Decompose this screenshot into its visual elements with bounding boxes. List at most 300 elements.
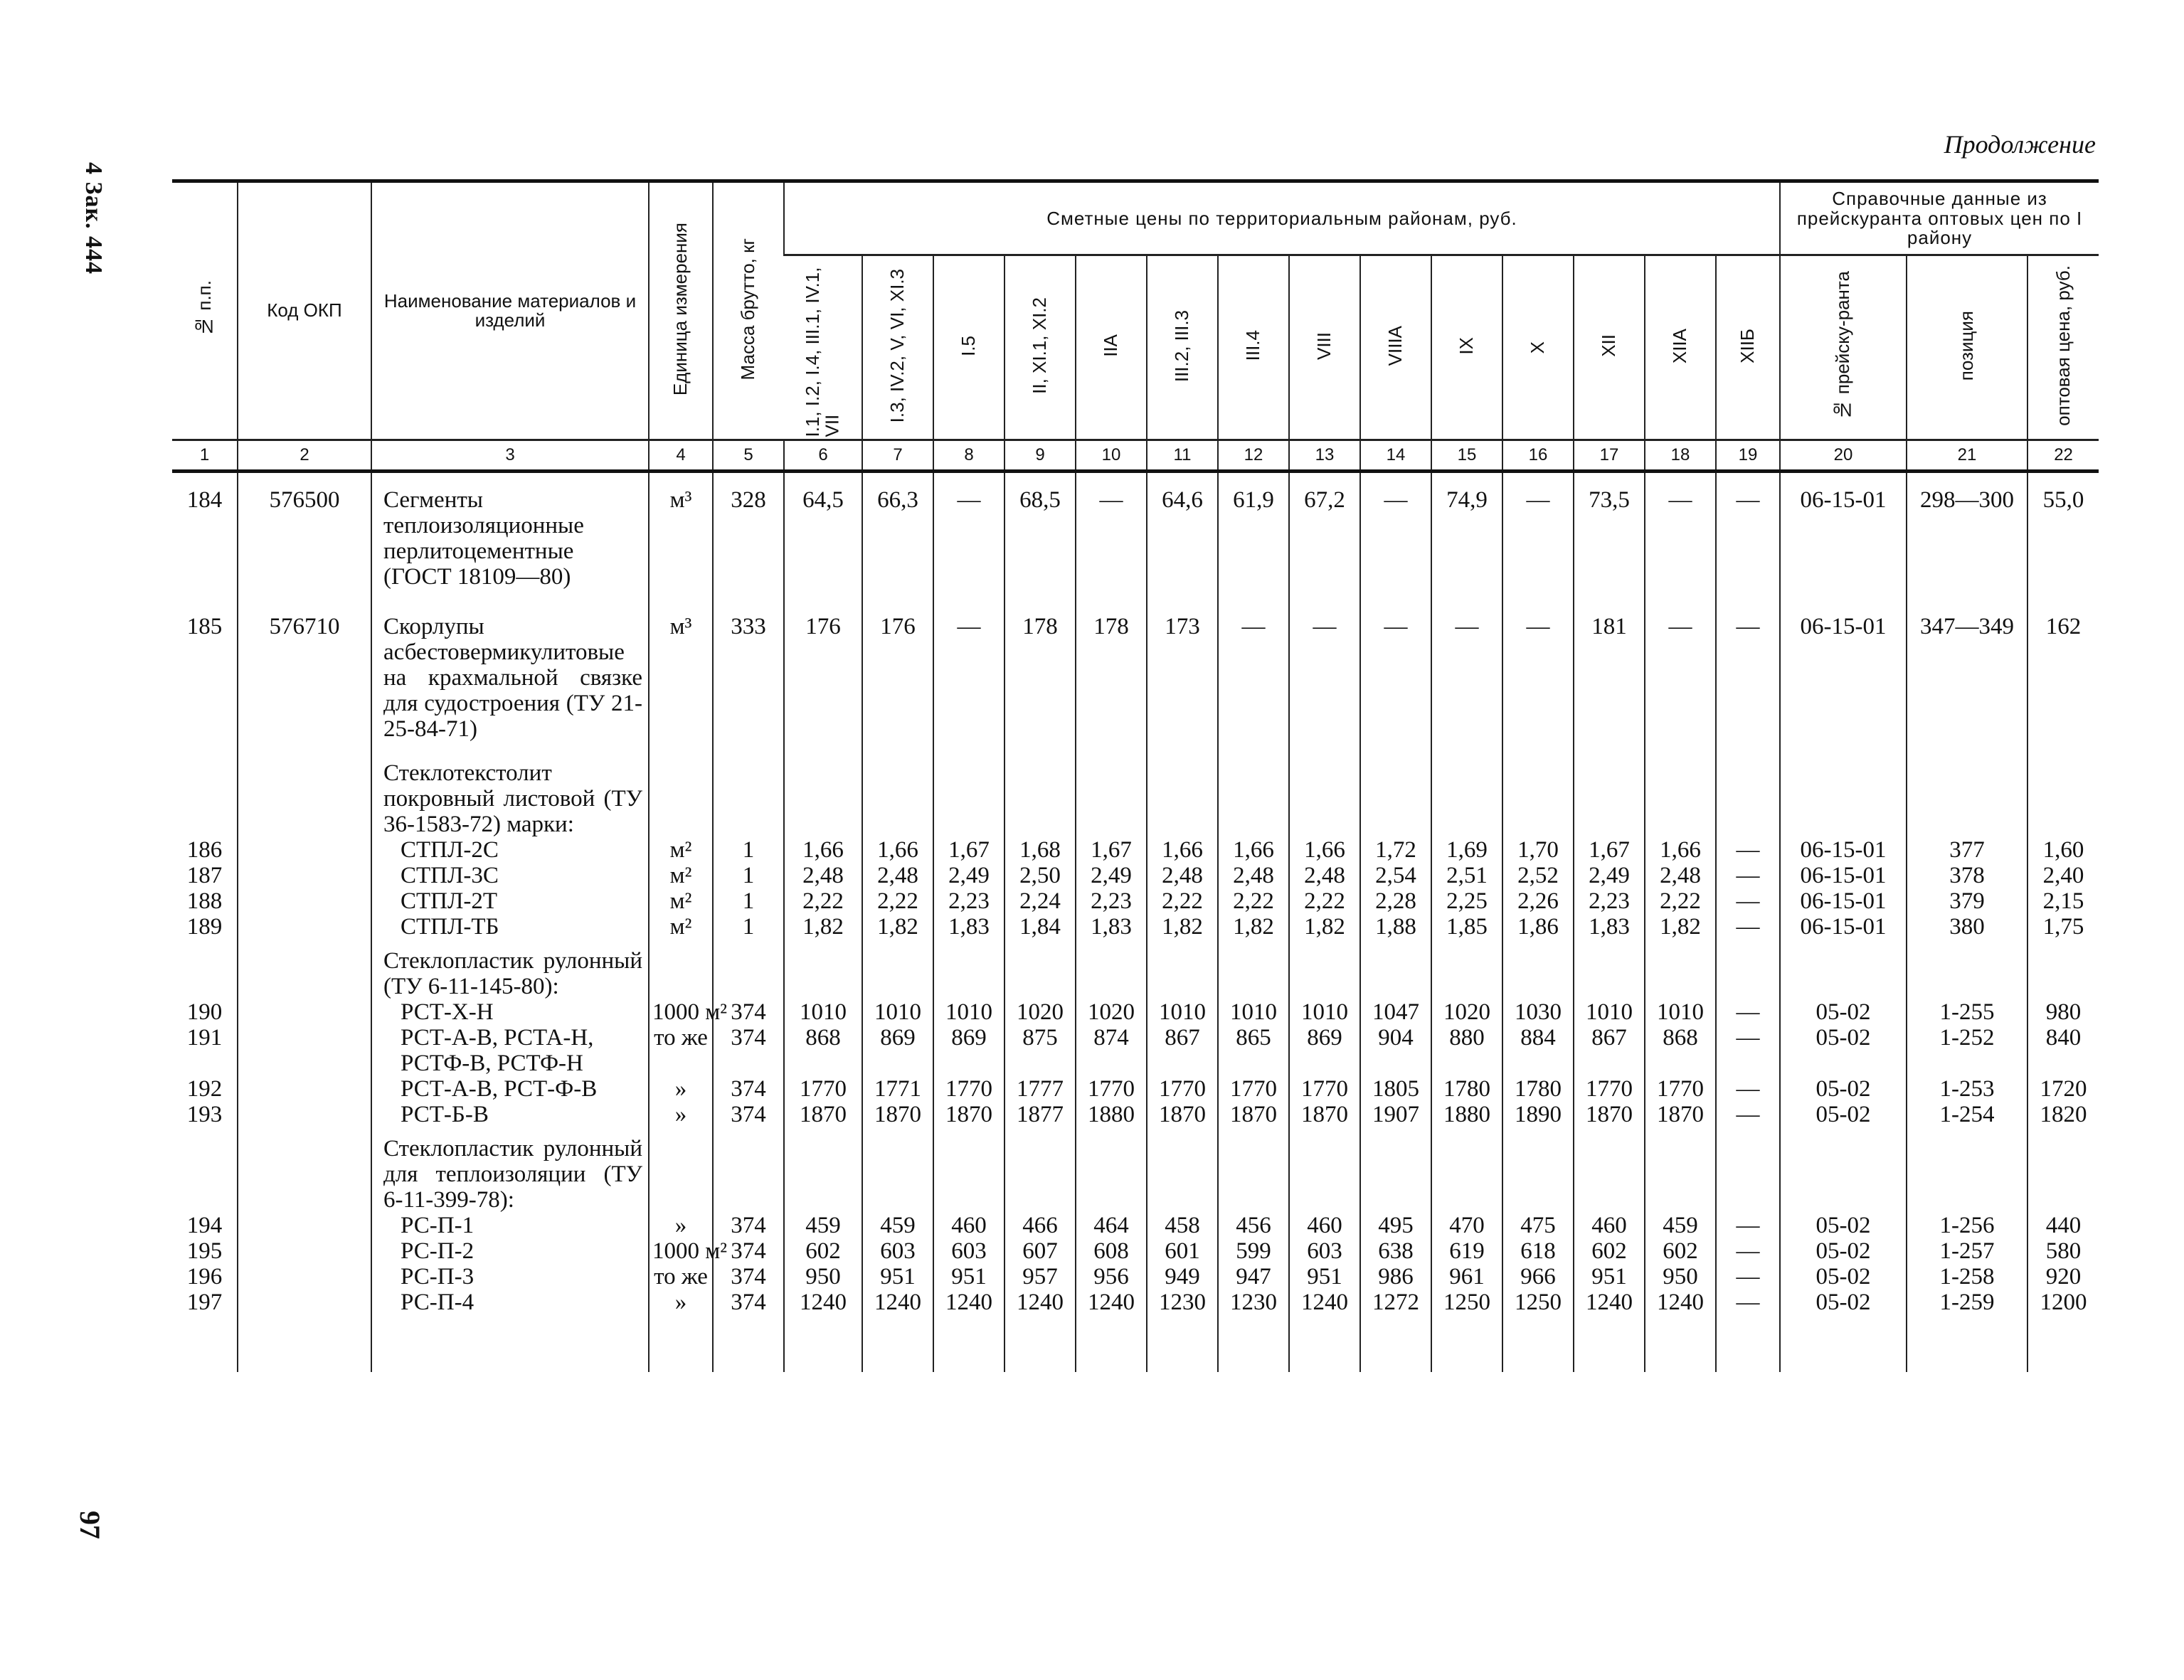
cell-unit: м³ [649,600,713,752]
cell-price: 1770 [1147,1076,1218,1102]
cell-price: 2,49 [933,863,1004,888]
header-reference: позиция [1907,255,2027,440]
cell-price: 1870 [1574,1102,1645,1127]
header-region: X [1502,255,1574,440]
cell-empty [713,752,784,837]
cell-price: 1010 [1574,999,1645,1025]
cell-price: — [1218,600,1289,752]
cell-empty [1780,752,1907,837]
cell-price: — [1076,472,1147,600]
cell-empty [713,1315,784,1372]
cell-price: 1770 [784,1076,862,1102]
cell-empty [2027,1127,2099,1213]
cell-price: 951 [1574,1264,1645,1290]
cell-empty [933,752,1004,837]
table-row [172,600,2099,752]
cell-price: 475 [1502,1213,1574,1238]
cell-price: 2,49 [1076,863,1147,888]
cell-number: 185 [186,614,223,639]
cell-price: 2,49 [1574,863,1645,888]
cell-price: 1272 [1360,1290,1431,1315]
column-number: 21 [1907,440,2027,472]
cell-wholesale-price: 1,75 [2027,914,2099,940]
cell-price: 602 [784,1238,862,1264]
cell-price: 1870 [1147,1102,1218,1127]
cell-mass: 374 [713,1102,784,1127]
cell-wholesale-price: 1820 [2027,1102,2099,1127]
cell-wholesale-price: 840 [2027,1025,2099,1076]
cell-empty [1360,752,1431,837]
cell-price: 2,22 [1147,888,1218,914]
cell-price: 1770 [1076,1076,1147,1102]
cell-empty [784,1315,862,1372]
table-end-row [172,1315,2099,1372]
cell-price-list: 06-15-01 [1780,600,1907,752]
cell-code [238,1127,371,1213]
cell-price: 603 [862,1238,933,1264]
cell-empty [1780,940,1907,999]
cell-price: 2,48 [862,863,933,888]
cell-unit: » [649,1076,713,1102]
cell-price: 875 [1004,1025,1076,1076]
cell-price: 2,22 [1645,888,1716,914]
cell-empty [1716,752,1780,837]
cell-price-list: 05-02 [1780,1238,1907,1264]
cell-price: 1,72 [1360,837,1431,863]
cell-number: 195 [186,1238,223,1264]
cell-code [238,888,371,914]
cell-number [172,1127,238,1213]
cell-price: 867 [1574,1025,1645,1076]
column-number: 5 [713,440,784,472]
cell-empty [1004,752,1076,837]
cell-price: 1,67 [933,837,1004,863]
cell-price: 868 [1645,1025,1716,1076]
cell-empty [2027,1315,2099,1372]
cell-price: 1880 [1431,1102,1502,1127]
column-number: 13 [1289,440,1360,472]
cell-mass: 1 [713,863,784,888]
group-title: Стеклопластик рулонный для теплоизоляции (ТУ 6-11-399-78): [371,1127,649,1213]
table-header [172,181,2099,472]
cell-price: 1780 [1431,1076,1502,1102]
column-number: 15 [1431,440,1502,472]
cell-price: 67,2 [1289,472,1360,600]
table-row [172,914,2099,940]
cell-empty [1907,940,2027,999]
cell-empty [1289,940,1360,999]
cell-code [238,1076,371,1102]
cell-price: 459 [784,1213,862,1238]
cell-price: 1870 [1289,1102,1360,1127]
column-number: 10 [1076,440,1147,472]
cell-code [238,863,371,888]
cell-empty [1716,1315,1780,1372]
cell-empty [2027,752,2099,837]
cell-price: 1880 [1076,1102,1147,1127]
cell-price: 1,66 [862,837,933,863]
cell-empty [1574,1315,1645,1372]
cell-price: 966 [1502,1264,1574,1290]
header-number: № п.п. [172,181,238,440]
cell-price: 64,5 [784,472,862,600]
cell-empty [1907,752,2027,837]
cell-price: — [1716,999,1780,1025]
cell-price-list: 05-02 [1780,1290,1907,1315]
table-row [172,863,2099,888]
cell-price: 460 [1289,1213,1360,1238]
cell-price: 1010 [1645,999,1716,1025]
cell-price: — [1431,600,1502,752]
cell-price: 1,82 [1645,914,1716,940]
table-row [172,837,2099,863]
column-number: 17 [1574,440,1645,472]
cell-price: 1,82 [1147,914,1218,940]
cell-price: 1,68 [1004,837,1076,863]
cell-price: 1240 [1076,1290,1147,1315]
cell-price: — [1716,863,1780,888]
cell-price: 1240 [933,1290,1004,1315]
cell-mass: 374 [713,1213,784,1238]
cell-empty [862,1127,933,1213]
cell-empty [784,752,862,837]
cell-price-list: 06-15-01 [1780,472,1907,600]
cell-price: — [1716,1290,1780,1315]
price-table-wrapper [172,179,2099,1372]
cell-wholesale-price: 2,15 [2027,888,2099,914]
cell-price: 456 [1218,1213,1289,1238]
cell-empty [1289,1127,1360,1213]
header-region: XIIA [1645,255,1716,440]
cell-price: 2,48 [1147,863,1218,888]
cell-price-list: 05-02 [1780,1025,1907,1076]
cell-price: 459 [862,1213,933,1238]
cell-position: 1-253 [1907,1076,2027,1102]
cell-price: 1240 [862,1290,933,1315]
cell-price: 1240 [784,1290,862,1315]
cell-price: 957 [1004,1264,1076,1290]
cell-price: 874 [1076,1025,1147,1076]
cell-number [172,752,238,837]
cell-price: 1010 [862,999,933,1025]
cell-price: 608 [1076,1238,1147,1264]
cell-empty [1076,752,1147,837]
cell-price: 178 [1076,600,1147,752]
cell-price: — [933,600,1004,752]
cell-price-list: 05-02 [1780,1102,1907,1127]
cell-price: — [1716,1264,1780,1290]
cell-price: 464 [1076,1213,1147,1238]
header-mass: Масса брутто, кг [713,181,784,440]
cell-price: 1805 [1360,1076,1431,1102]
cell-empty [713,940,784,999]
cell-price: 865 [1218,1025,1289,1076]
cell-price: 951 [862,1264,933,1290]
cell-price: 1010 [1289,999,1360,1025]
cell-price: 460 [933,1213,1004,1238]
cell-price: 460 [1574,1213,1645,1238]
cell-price: — [1502,600,1574,752]
cell-code [238,1025,371,1076]
header-code: Код ОКП [238,181,371,440]
cell-price: 1,70 [1502,837,1574,863]
cell-price: 1907 [1360,1102,1431,1127]
cell-mass: 333 [713,600,784,752]
table-body [172,472,2099,1373]
cell-price: 1,83 [1076,914,1147,940]
cell-empty [713,1127,784,1213]
cell-price: 1,82 [1218,914,1289,940]
cell-price: 1,66 [1645,837,1716,863]
cell-unit: то же [649,1264,713,1290]
cell-empty [649,1315,713,1372]
cell-price: 880 [1431,1025,1502,1076]
cell-code: 576710 [238,600,371,752]
cell-number: 189 [186,914,223,940]
cell-price: 1020 [1431,999,1502,1025]
cell-price: — [1360,472,1431,600]
cell-price: 638 [1360,1238,1431,1264]
cell-price: 1770 [933,1076,1004,1102]
cell-price: — [1360,600,1431,752]
cell-empty [1004,1127,1076,1213]
cell-price: — [1716,914,1780,940]
cell-empty [1218,940,1289,999]
cell-price: 178 [1004,600,1076,752]
column-number: 1 [172,440,238,472]
cell-name: РС-П-3 [371,1264,649,1290]
cell-price: — [1716,472,1780,600]
cell-wholesale-price: 580 [2027,1238,2099,1264]
cell-price: 2,48 [784,863,862,888]
cell-empty [649,1127,713,1213]
cell-empty [1431,752,1502,837]
cell-price-list: 06-15-01 [1780,837,1907,863]
cell-price: 1,84 [1004,914,1076,940]
table-row [172,1076,2099,1102]
cell-price: 1890 [1502,1102,1574,1127]
cell-price: 176 [784,600,862,752]
cell-price: 949 [1147,1264,1218,1290]
cell-price: 602 [1574,1238,1645,1264]
header-unit: Единица измерения [649,181,713,440]
cell-price: 1010 [1147,999,1218,1025]
cell-price: — [1716,1102,1780,1127]
cell-price: 1870 [1645,1102,1716,1127]
cell-price: 1,66 [1218,837,1289,863]
continuation-label: Продолжение [1944,130,2096,159]
column-number: 8 [933,440,1004,472]
cell-price: 470 [1431,1213,1502,1238]
cell-price: — [1645,472,1716,600]
cell-unit: м² [649,914,713,940]
cell-price: — [1716,1076,1780,1102]
cell-price: 950 [1645,1264,1716,1290]
cell-position: 1-254 [1907,1102,2027,1127]
cell-position: 1-258 [1907,1264,2027,1290]
column-number: 12 [1218,440,1289,472]
cell-empty [1076,1315,1147,1372]
cell-position: 347—349 [1907,600,2027,752]
cell-price: 1771 [862,1076,933,1102]
cell-position: 1-255 [1907,999,2027,1025]
cell-empty [933,1315,1004,1372]
cell-price: — [1716,1213,1780,1238]
header-region: I.5 [933,255,1004,440]
table-row [172,1102,2099,1127]
cell-name: СТПЛ-2Т [371,888,649,914]
cell-price: 1,86 [1502,914,1574,940]
cell-price: 2,22 [1218,888,1289,914]
cell-empty [1076,1127,1147,1213]
cell-position: 1-259 [1907,1290,2027,1315]
cell-empty [1574,940,1645,999]
cell-unit: 1000 м² [649,999,713,1025]
cell-price: 1230 [1147,1290,1218,1315]
cell-price: — [1502,472,1574,600]
cell-price: 2,22 [1289,888,1360,914]
cell-empty [1218,1127,1289,1213]
column-number: 7 [862,440,933,472]
cell-empty [1780,1315,1907,1372]
cell-code [238,837,371,863]
column-number: 16 [1502,440,1574,472]
cell-empty [1716,1127,1780,1213]
column-number: 11 [1147,440,1218,472]
cell-name: СТПЛ-2С [371,837,649,863]
cell-price: 1240 [1289,1290,1360,1315]
cell-price: 2,23 [1574,888,1645,914]
header-region: VIII [1289,255,1360,440]
cell-price: 458 [1147,1213,1218,1238]
cell-empty [1907,1315,2027,1372]
cell-price: 867 [1147,1025,1218,1076]
cell-price: 947 [1218,1264,1289,1290]
cell-price: — [1645,600,1716,752]
cell-name: Скорлупы асбестовермикулитовые на крахмальной связке для судостроения (ТУ 21-25-84-71) [371,600,649,752]
cell-price: 1870 [784,1102,862,1127]
page-number: 97 [74,1511,106,1539]
header-region: IIA [1076,255,1147,440]
cell-price: 66,3 [862,472,933,600]
cell-price: 869 [1289,1025,1360,1076]
cell-unit: м³ [649,472,713,600]
cell-price: 1240 [1645,1290,1716,1315]
cell-price: 2,22 [784,888,862,914]
cell-number: 197 [186,1290,223,1315]
header-reference: оптовая цена, руб. [2027,255,2099,440]
cell-number: 194 [186,1213,223,1238]
cell-price: 1250 [1431,1290,1502,1315]
header-reference: № прейску-ранта [1780,255,1907,440]
cell-empty [933,940,1004,999]
cell-price: 1,82 [1289,914,1360,940]
cell-price: 1250 [1502,1290,1574,1315]
cell-name: РСТ-А-В, РСТА-Н, РСТФ-В, РСТФ-Н [371,1025,649,1076]
cell-price: 868 [784,1025,862,1076]
cell-empty [1360,1127,1431,1213]
cell-price: 1770 [1289,1076,1360,1102]
cell-price: 956 [1076,1264,1147,1290]
cell-mass: 374 [713,1025,784,1076]
cell-code [238,1102,371,1127]
column-number: 9 [1004,440,1076,472]
cell-mass: 328 [713,472,784,600]
header-region: VIIIA [1360,255,1431,440]
table-row [172,1290,2099,1315]
cell-price: 466 [1004,1213,1076,1238]
cell-name: РСТ-А-В, РСТ-Ф-В [371,1076,649,1102]
cell-price: 1,82 [862,914,933,940]
cell-wholesale-price: 55,0 [2027,472,2099,600]
cell-price: 1230 [1218,1290,1289,1315]
cell-price: 619 [1431,1238,1502,1264]
header-reference-group: Справочные данные из прейскуранта оптовых цен по I району [1780,181,2099,255]
cell-wholesale-price: 920 [2027,1264,2099,1290]
cell-position: 380 [1907,914,2027,940]
cell-empty [649,752,713,837]
cell-wholesale-price: 1,60 [2027,837,2099,863]
cell-empty [1645,752,1716,837]
group-row [172,940,2099,999]
cell-empty [1360,940,1431,999]
cell-price: 173 [1147,600,1218,752]
cell-empty [1502,752,1574,837]
cell-wholesale-price: 1200 [2027,1290,2099,1315]
cell-position: 1-256 [1907,1213,2027,1238]
column-number: 22 [2027,440,2099,472]
cell-mass: 374 [713,1290,784,1315]
cell-price: 2,22 [862,888,933,914]
table-row [172,888,2099,914]
cell-empty [1431,940,1502,999]
cell-price: 1020 [1004,999,1076,1025]
cell-number: 193 [186,1102,223,1127]
cell-number: 190 [186,999,223,1025]
cell-empty [1574,752,1645,837]
cell-price: 2,52 [1502,863,1574,888]
cell-empty [1502,940,1574,999]
cell-price: 74,9 [1431,472,1502,600]
cell-empty [1431,1127,1502,1213]
cell-price: 1780 [1502,1076,1574,1102]
cell-price: 1777 [1004,1076,1076,1102]
cell-number: 186 [186,837,223,863]
cell-empty [1360,1315,1431,1372]
cell-price-list: 06-15-01 [1780,914,1907,940]
cell-empty [1147,752,1218,837]
cell-price: 602 [1645,1238,1716,1264]
cell-price: 459 [1645,1213,1716,1238]
cell-mass: 1 [713,914,784,940]
price-table [172,179,2099,1372]
cell-price: 1,66 [1147,837,1218,863]
cell-price: 1,82 [784,914,862,940]
cell-empty [1907,1127,2027,1213]
cell-price-list: 05-02 [1780,1264,1907,1290]
cell-price: 68,5 [1004,472,1076,600]
cell-code [238,914,371,940]
cell-empty [933,1127,1004,1213]
cell-empty [784,940,862,999]
cell-empty [1645,940,1716,999]
cell-position: 377 [1907,837,2027,863]
cell-empty [1574,1127,1645,1213]
cell-price: 599 [1218,1238,1289,1264]
cell-price: 1770 [1574,1076,1645,1102]
column-number: 14 [1360,440,1431,472]
cell-code [238,1238,371,1264]
